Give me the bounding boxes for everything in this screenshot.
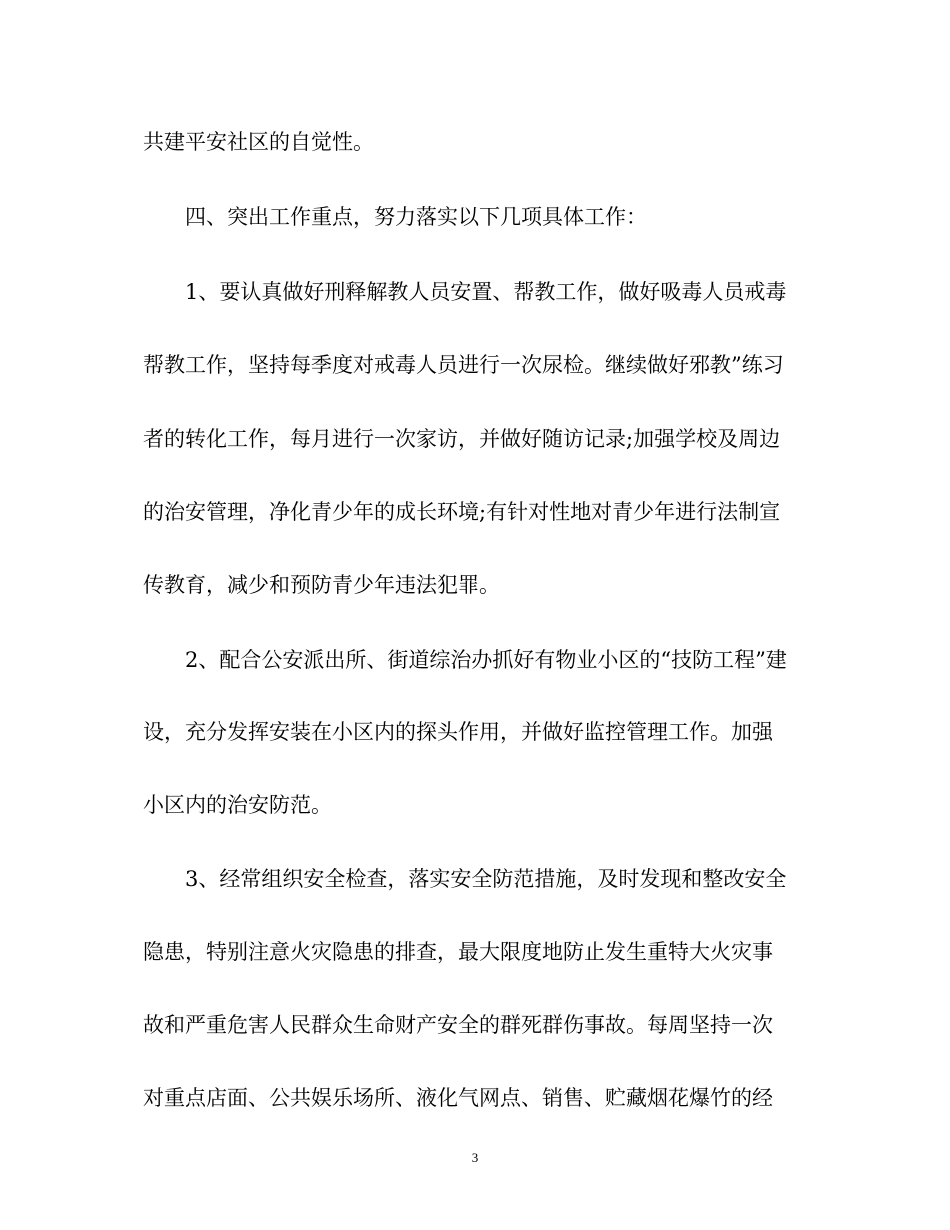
text-line: 小区内的治安防范。 [143,793,332,817]
text-line: 设，充分发挥安装在小区内的探头作用，并做好监控管理工作。加强 [143,720,773,744]
text-line: 故和严重危害人民群众生命财产安全的群死群伤事故。每周坚持一次 [143,1013,773,1037]
text-line: 共建平安社区的自觉性。 [143,130,374,154]
text-line: 对重点店面、公共娱乐场所、液化气网点、销售、贮藏烟花爆竹的经 [143,1086,773,1110]
text-line: 隐患，特别注意火灾隐患的排查，最大限度地防止发生重特大火灾事 [143,940,773,964]
text-line: 帮教工作，坚持每季度对戒毒人员进行一次尿检。继续做好邪教”练习 [143,353,784,377]
text-line: 传教育，减少和预防青少年违法犯罪。 [143,573,500,597]
text-line: 的治安管理，净化青少年的成长环境;有针对性地对青少年进行法制宣 [143,500,781,524]
section-heading: 四、突出工作重点，努力落实以下几项具体工作： [143,205,647,229]
text-line: 2、配合公安派出所、街道综治办抓好有物业小区的“技防工程”建 [143,648,787,672]
page-number: 3 [471,1150,479,1165]
text-line: 者的转化工作，每月进行一次家访，并做好随访记录;加强学校及周边 [143,427,781,451]
text-line: 3、经常组织安全检查，落实安全防范措施，及时发现和整改安全 [143,867,787,891]
text-line: 1、要认真做好刑释解教人员安置、帮教工作，做好吸毒人员戒毒 [143,280,787,304]
